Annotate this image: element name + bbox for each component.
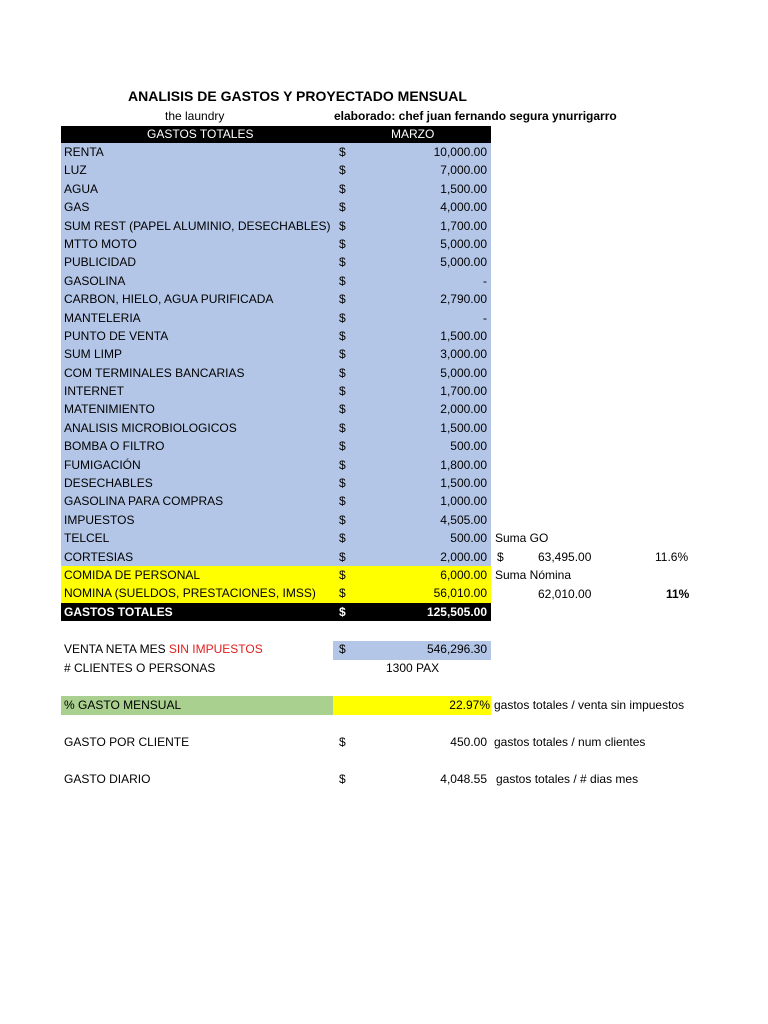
row-value[interactable]: 5,000.00 [440, 365, 487, 380]
row-label: AGUA [64, 181, 99, 196]
row-currency: $ [339, 476, 346, 491]
table-row[interactable] [61, 529, 491, 547]
row-label: ANALISIS MICROBIOLOGICOS [64, 420, 237, 435]
row-currency: $ [339, 181, 346, 196]
row-label: FUMIGACIÓN [64, 457, 141, 472]
table-header-row [61, 126, 491, 143]
suma-go-currency: $ [497, 550, 504, 564]
row-label: TELCEL [64, 531, 110, 546]
row-label: SUM REST (PAPEL ALUMINIO, DESECHABLES) [64, 218, 331, 233]
table-row[interactable] [61, 511, 491, 529]
company-name: the laundry [165, 109, 225, 123]
row-label: MANTELERIA [64, 310, 141, 325]
row-currency: $ [339, 163, 346, 178]
row-currency: $ [339, 420, 346, 435]
table-row[interactable] [61, 456, 491, 474]
table-row[interactable] [61, 327, 491, 345]
gasto-diario-value[interactable]: 4,048.55 [440, 772, 487, 786]
gasto-cliente-value[interactable]: 450.00 [450, 735, 487, 749]
row-currency: $ [339, 218, 346, 233]
row-value[interactable]: 56,010.00 [433, 586, 487, 601]
row-currency: $ [339, 439, 346, 454]
row-currency: $ [339, 292, 346, 307]
row-value[interactable]: 2,790.00 [440, 292, 487, 307]
row-label: CARBON, HIELO, AGUA PURIFICADA [64, 292, 274, 307]
suma-go-label: Suma GO [495, 531, 549, 545]
row-value[interactable]: 2,000.00 [440, 549, 487, 564]
column-header-month[interactable]: MARZO [391, 127, 435, 141]
row-label: CORTESIAS [64, 549, 134, 564]
column-header-concept[interactable]: GASTOS TOTALES [147, 127, 254, 141]
table-row[interactable] [61, 584, 491, 602]
table-row[interactable] [61, 566, 491, 584]
row-currency: $ [339, 347, 346, 362]
venta-neta-value[interactable]: 546,296.30 [426, 642, 487, 656]
suma-nomina-value[interactable]: 62,010.00 [538, 587, 592, 601]
row-currency: $ [339, 236, 346, 251]
row-label: DESECHABLES [64, 476, 153, 491]
suma-nomina-label: Suma Nómina [495, 568, 572, 582]
row-value[interactable]: 1,700.00 [440, 218, 487, 233]
row-currency: $ [339, 512, 346, 527]
row-value[interactable]: 500.00 [450, 531, 487, 546]
table-row[interactable] [61, 603, 491, 621]
row-currency: $ [339, 549, 346, 564]
expense-table [61, 126, 491, 621]
table-row[interactable] [61, 492, 491, 510]
author-credit: elaborado: chef juan fernando segura ynurrigarro [334, 109, 617, 123]
table-row[interactable] [61, 419, 491, 437]
row-value[interactable]: 5,000.00 [440, 255, 487, 270]
gasto-mensual-note: gastos totales / venta sin impuestos [494, 698, 685, 712]
gasto-diario-note: gastos totales / # dias mes [496, 772, 639, 786]
row-value[interactable]: 1,800.00 [440, 457, 487, 472]
row-currency: $ [339, 604, 346, 619]
table-row[interactable] [61, 345, 491, 363]
gasto-diario-currency: $ [339, 772, 346, 786]
table-row[interactable] [61, 143, 491, 161]
row-value[interactable]: 4,505.00 [440, 512, 487, 527]
row-currency: $ [339, 200, 346, 215]
row-currency: $ [339, 531, 346, 546]
table-row[interactable] [61, 198, 491, 216]
row-label: GASOLINA PARA COMPRAS [64, 494, 224, 509]
row-label: GASOLINA [64, 273, 126, 288]
row-label: PUNTO DE VENTA [64, 328, 169, 343]
gasto-cliente-label: GASTO POR CLIENTE [64, 735, 190, 749]
gasto-mensual-value[interactable]: 22.97% [449, 698, 490, 712]
table-row[interactable] [61, 400, 491, 418]
row-currency: $ [339, 365, 346, 380]
table-row[interactable] [61, 309, 491, 327]
row-value[interactable]: 1,500.00 [440, 181, 487, 196]
clientes-value[interactable]: 1300 PAX [386, 661, 440, 675]
row-label: GASTOS TOTALES [64, 604, 173, 619]
row-currency: $ [339, 310, 346, 325]
table-row[interactable] [61, 437, 491, 455]
suma-go-value[interactable]: 63,495.00 [538, 550, 592, 564]
table-row[interactable] [61, 364, 491, 382]
suma-go-percent[interactable]: 11.6% [655, 550, 689, 564]
row-value[interactable]: 5,000.00 [440, 236, 487, 251]
expense-rows [61, 143, 491, 621]
row-label: RENTA [64, 145, 104, 159]
venta-neta-label: VENTA NETA MES SIN IMPUESTOS [64, 642, 263, 656]
row-label: IMPUESTOS [64, 512, 135, 527]
row-value[interactable]: 1,500.00 [440, 420, 487, 435]
row-label: BOMBA O FILTRO [64, 439, 165, 454]
row-value[interactable]: 10,000.00 [433, 145, 487, 159]
row-currency: $ [339, 328, 346, 343]
row-label: GAS [64, 200, 90, 215]
row-currency: $ [339, 586, 346, 601]
table-row[interactable] [61, 474, 491, 492]
row-label: MTTO MOTO [64, 236, 137, 251]
row-currency: $ [339, 567, 346, 582]
table-row[interactable] [61, 290, 491, 308]
page-title: ANALISIS DE GASTOS Y PROYECTADO MENSUAL [128, 88, 467, 104]
row-label: MATENIMIENTO [64, 402, 155, 417]
venta-neta-currency: $ [339, 642, 346, 656]
row-value[interactable]: 1,700.00 [440, 384, 487, 399]
row-label: COMIDA DE PERSONAL [64, 567, 201, 582]
table-row[interactable] [61, 272, 491, 290]
gasto-diario-label: GASTO DIARIO [64, 772, 151, 786]
row-value[interactable]: 1,500.00 [440, 328, 487, 343]
table-row[interactable] [61, 217, 491, 235]
suma-nomina-percent[interactable]: 11% [666, 587, 690, 601]
row-value[interactable]: 7,000.00 [440, 163, 487, 178]
row-value[interactable]: 4,000.00 [440, 200, 487, 215]
row-currency: $ [339, 402, 346, 417]
row-currency: $ [339, 384, 346, 399]
row-value[interactable]: 1,500.00 [440, 476, 487, 491]
row-label: SUM LIMP [64, 347, 123, 362]
row-value[interactable]: 500.00 [450, 439, 487, 454]
table-row[interactable] [61, 253, 491, 271]
row-currency: $ [339, 273, 346, 288]
row-currency: $ [339, 494, 346, 509]
row-value[interactable]: 1,000.00 [440, 494, 487, 509]
gasto-cliente-note: gastos totales / num clientes [494, 735, 646, 749]
row-value[interactable]: 125,505.00 [426, 604, 487, 619]
gasto-cliente-currency: $ [339, 735, 346, 749]
row-currency: $ [339, 255, 346, 270]
table-row[interactable] [61, 548, 491, 566]
row-value[interactable]: 6,000.00 [440, 567, 487, 582]
row-label: NOMINA (SUELDOS, PRESTACIONES, IMSS) [64, 586, 316, 601]
row-value[interactable]: - [483, 310, 487, 325]
table-row[interactable] [61, 382, 491, 400]
row-value[interactable]: 2,000.00 [440, 402, 487, 417]
clientes-label: # CLIENTES O PERSONAS [64, 661, 216, 675]
row-currency: $ [339, 145, 346, 159]
table-row[interactable] [61, 180, 491, 198]
row-label: LUZ [64, 163, 87, 178]
row-label: PUBLICIDAD [64, 255, 137, 270]
row-label: COM TERMINALES BANCARIAS [64, 365, 245, 380]
row-currency: $ [339, 457, 346, 472]
gasto-mensual-label: % GASTO MENSUAL [64, 698, 182, 712]
table-row[interactable] [61, 235, 491, 253]
row-value[interactable]: - [483, 273, 487, 288]
table-row[interactable] [61, 161, 491, 179]
row-label: INTERNET [64, 384, 124, 399]
row-value[interactable]: 3,000.00 [440, 347, 487, 362]
